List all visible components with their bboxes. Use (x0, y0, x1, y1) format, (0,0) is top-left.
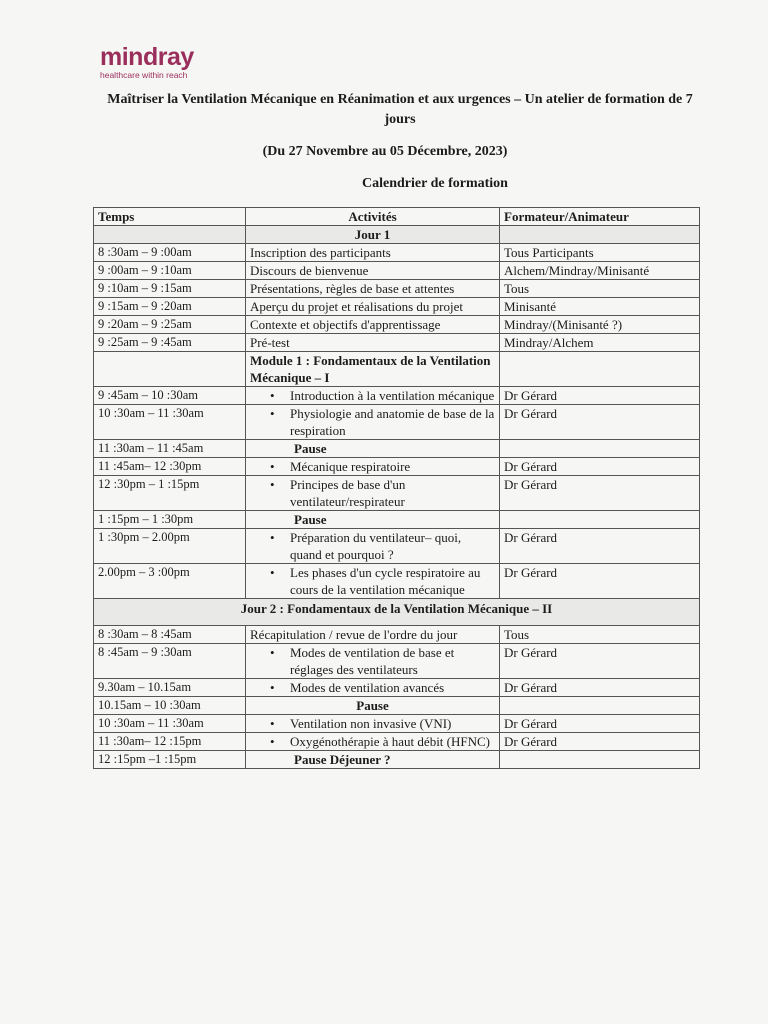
header-activity: Activités (246, 208, 500, 226)
day-2-row (94, 599, 700, 626)
bullet-icon: • (270, 388, 275, 403)
header-trainer: Formateur/Animateur (500, 208, 700, 226)
table-row (94, 244, 700, 262)
time-cell: 11 :30am – 11 :45am (94, 440, 246, 458)
activity-cell (246, 405, 500, 440)
time-cell: 10.15am – 10 :30am (94, 697, 246, 715)
table-row (94, 262, 700, 280)
time-cell: 10 :30am – 11 :30am (94, 405, 246, 440)
table-row (94, 334, 700, 352)
trainer-cell: Dr Gérard (500, 458, 700, 476)
trainer-cell: Dr Gérard (500, 529, 700, 564)
pause-label: Pause Déjeuner ? (246, 751, 500, 769)
calendar-title: Calendrier de formation (362, 176, 508, 191)
time-cell: 8 :30am – 9 :00am (94, 244, 246, 262)
activity-cell (246, 679, 500, 697)
module-1-heading: Module 1 : Fondamentaux de la Ventilation Mécanique – I (246, 352, 500, 387)
activity-text: Introduction à la ventilation mécanique (290, 388, 495, 403)
table-row (94, 387, 700, 405)
table-row (94, 529, 700, 564)
trainer-cell: Tous (500, 280, 700, 298)
trainer-cell: Tous Participants (500, 244, 700, 262)
schedule-table (93, 207, 700, 769)
trainer-cell (500, 511, 700, 529)
trainer-cell (500, 440, 700, 458)
time-cell: 1 :15pm – 1 :30pm (94, 511, 246, 529)
day-1-row (94, 226, 700, 244)
time-cell: 12 :15pm –1 :15pm (94, 751, 246, 769)
trainer-cell: Dr Gérard (500, 733, 700, 751)
activity-text: Les phases d'un cycle respiratoire au cours de la ventilation mécanique (290, 565, 481, 597)
activity-text: Modes de ventilation avancés (290, 680, 445, 695)
time-cell: 11 :45am– 12 :30pm (94, 458, 246, 476)
table-row (94, 316, 700, 334)
trainer-cell: Mindray/Alchem (500, 334, 700, 352)
activity-cell (246, 644, 500, 679)
activity-cell (246, 529, 500, 564)
pause-row (94, 440, 700, 458)
time-cell: 8 :45am – 9 :30am (94, 644, 246, 679)
trainer-cell: Minisanté (500, 298, 700, 316)
table-row (94, 564, 700, 599)
activity-cell (246, 733, 500, 751)
mindray-logo (100, 44, 194, 80)
time-cell: 9 :20am – 9 :25am (94, 316, 246, 334)
activity-text: Ventilation non invasive (VNI) (290, 716, 452, 731)
time-cell: 9 :25am – 9 :45am (94, 334, 246, 352)
trainer-cell: Dr Gérard (500, 564, 700, 599)
activity-text: Modes de ventilation de base et réglages des ventilateurs (290, 645, 455, 677)
table-row (94, 626, 700, 644)
activity-cell: Contexte et objectifs d'apprentissage (246, 316, 500, 334)
bullet-icon: • (270, 716, 275, 731)
trainer-cell (500, 751, 700, 769)
day-2-label: Jour 2 : Fondamentaux de la Ventilation Mécanique – II (94, 599, 700, 626)
trainer-cell: Dr Gérard (500, 715, 700, 733)
time-cell: 2.00pm – 3 :00pm (94, 564, 246, 599)
bullet-icon: • (270, 680, 275, 695)
trainer-cell (500, 697, 700, 715)
activity-cell: Aperçu du projet et réalisations du projet (246, 298, 500, 316)
bullet-icon: • (270, 459, 275, 474)
trainer-cell: Dr Gérard (500, 405, 700, 440)
table-row (94, 715, 700, 733)
pause-row (94, 697, 700, 715)
activity-cell (246, 458, 500, 476)
pause-label: Pause (246, 511, 500, 529)
pause-row (94, 751, 700, 769)
bullet-icon: • (270, 406, 275, 421)
activity-text: Principes de base d'un ventilateur/respirateur (290, 477, 406, 509)
activity-cell (246, 564, 500, 599)
time-cell: 9 :45am – 10 :30am (94, 387, 246, 405)
time-cell: 8 :30am – 8 :45am (94, 626, 246, 644)
logo-tagline: healthcare within reach (100, 70, 188, 80)
table-row (94, 679, 700, 697)
activity-text: Préparation du ventilateur– quoi, quand et pourquoi ? (290, 530, 462, 562)
activity-text: Mécanique respiratoire (290, 459, 411, 474)
time-cell: 11 :30am– 12 :15pm (94, 733, 246, 751)
bullet-icon: • (270, 477, 275, 492)
activity-cell: Pré-test (246, 334, 500, 352)
pause-label: Pause (246, 440, 500, 458)
header-row (94, 208, 700, 226)
trainer-cell: Dr Gérard (500, 644, 700, 679)
table-row (94, 280, 700, 298)
header-time: Temps (94, 208, 246, 226)
time-cell: 10 :30am – 11 :30am (94, 715, 246, 733)
time-cell: 1 :30pm – 2.00pm (94, 529, 246, 564)
activity-text: Oxygénothérapie à haut débit (HFNC) (290, 734, 491, 749)
activity-text: Physiologie and anatomie de base de la respiration (290, 406, 495, 438)
activity-cell: Présentations, règles de base et attentes (246, 280, 500, 298)
table-row (94, 476, 700, 511)
logo-wordmark: mindray (100, 43, 194, 71)
date-range: (Du 27 Novembre au 05 Décembre, 2023) (262, 144, 508, 159)
time-cell: 9 :00am – 9 :10am (94, 262, 246, 280)
activity-cell: Récapitulation / revue de l'ordre du jour (246, 626, 500, 644)
pause-label: Pause (246, 697, 500, 715)
bullet-icon: • (270, 734, 275, 749)
trainer-cell: Dr Gérard (500, 476, 700, 511)
trainer-cell: Mindray/(Minisanté ?) (500, 316, 700, 334)
bullet-icon: • (270, 565, 275, 580)
activity-cell (246, 476, 500, 511)
module-row (94, 352, 700, 387)
trainer-cell: Alchem/Mindray/Minisanté (500, 262, 700, 280)
table-row (94, 405, 700, 440)
time-cell: 9 :15am – 9 :20am (94, 298, 246, 316)
time-cell: 12 :30pm – 1 :15pm (94, 476, 246, 511)
day-1-label: Jour 1 (246, 226, 500, 244)
bullet-icon: • (270, 645, 275, 660)
activity-cell (246, 715, 500, 733)
table-row (94, 458, 700, 476)
time-cell: 9 :10am – 9 :15am (94, 280, 246, 298)
document-title: Maîtriser la Ventilation Mécanique en Réanimation et aux urgences – Un atelier de formation de 7 jours (107, 92, 693, 127)
pause-row (94, 511, 700, 529)
table-row (94, 644, 700, 679)
trainer-cell: Dr Gérard (500, 387, 700, 405)
bullet-icon: • (270, 530, 275, 545)
time-cell: 9.30am – 10.15am (94, 679, 246, 697)
activity-cell (246, 387, 500, 405)
trainer-cell: Dr Gérard (500, 679, 700, 697)
activity-cell: Discours de bienvenue (246, 262, 500, 280)
trainer-cell: Tous (500, 626, 700, 644)
table-row (94, 298, 700, 316)
activity-cell: Inscription des participants (246, 244, 500, 262)
table-row (94, 733, 700, 751)
